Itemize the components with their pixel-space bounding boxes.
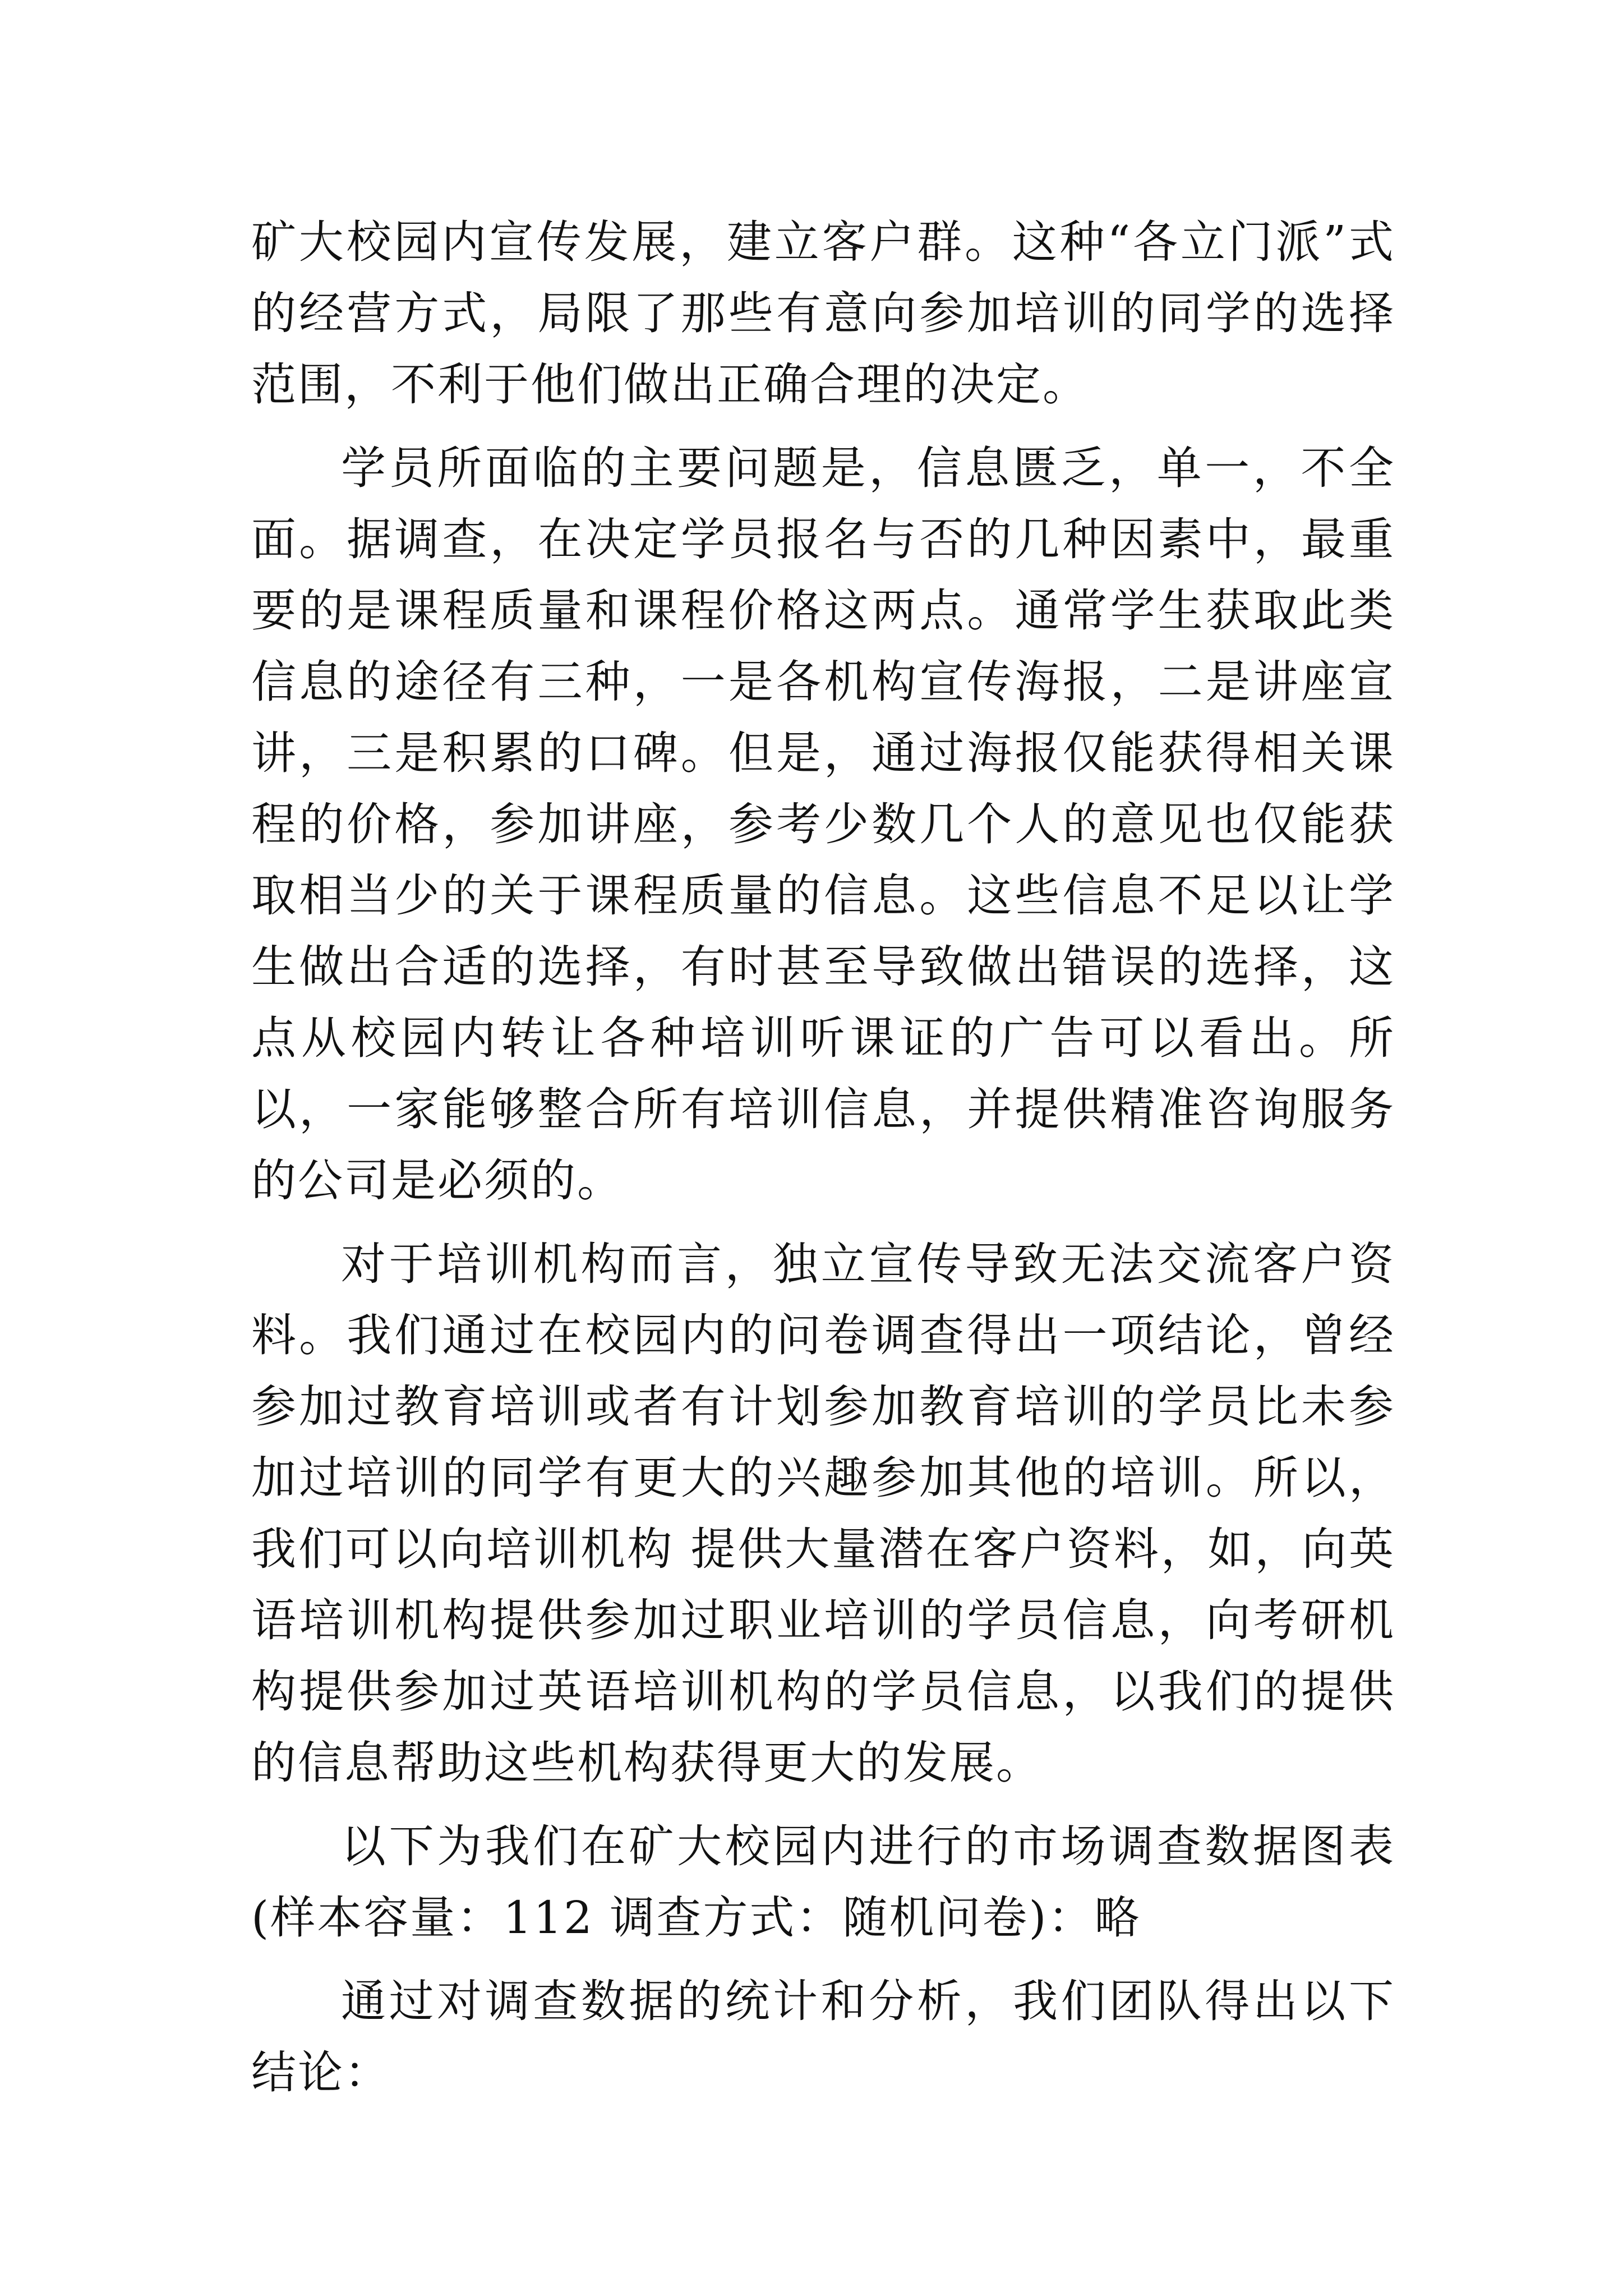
paragraph-3: 对于培训机构而言，独立宣传导致无法交流客户资料。我们通过在校园内的问卷调查得出一项结论，曾经参加过教育培训或者有计划参加教育培训的学员比未参加过培训的同学有更大的兴趣参加其他的培训。所以，我们可以向培训机构 提供大量潜在客户资料，如，向英语培训机构提供参加过职业培训的学员信息，向考研机构提供参加过英语培训机构的学员信息，以我们的提供的信息帮助这些机构获得更大的发展。 — [251, 1238, 1395, 1789]
paragraph-4: 以下为我们在矿大校园内进行的市场调查数据图表(样本容量：112 调查方式：随机问卷)：略 — [251, 1820, 1395, 1944]
paragraph-2: 学员所面临的主要问题是，信息匮乏，单一，不全面。据调查，在决定学员报名与否的几种因素中，最重要的是课程质量和课程价格这两点。通常学生获取此类信息的途径有三种，一是各机构宣传海报，二是讲座宣讲，三是积累的口碑。但是，通过海报仅能获得相关课程的价格，参加讲座，参考少数几个人的意见也仅能获取相当少的关于课程质量的信息。这些信息不足以让学生做出合适的选择，有时甚至导致做出错误的选择，这点从校园内转让各种培训听课证的广告可以看出。所以，一家能够整合所有培训信息，并提供精准咨询服务的公司是必须的。 — [251, 442, 1395, 1207]
paragraph-5: 通过对调查数据的统计和分析，我们团队得出以下结论： — [251, 1975, 1395, 2099]
paragraph-1: 矿大校园内宣传发展，建立客户群。这种“各立门派”式的经营方式，局限了那些有意向参加培训的同学的选择范围，不利于他们做出正确合理的决定。 — [251, 216, 1395, 411]
document-body — [251, 206, 1395, 2108]
